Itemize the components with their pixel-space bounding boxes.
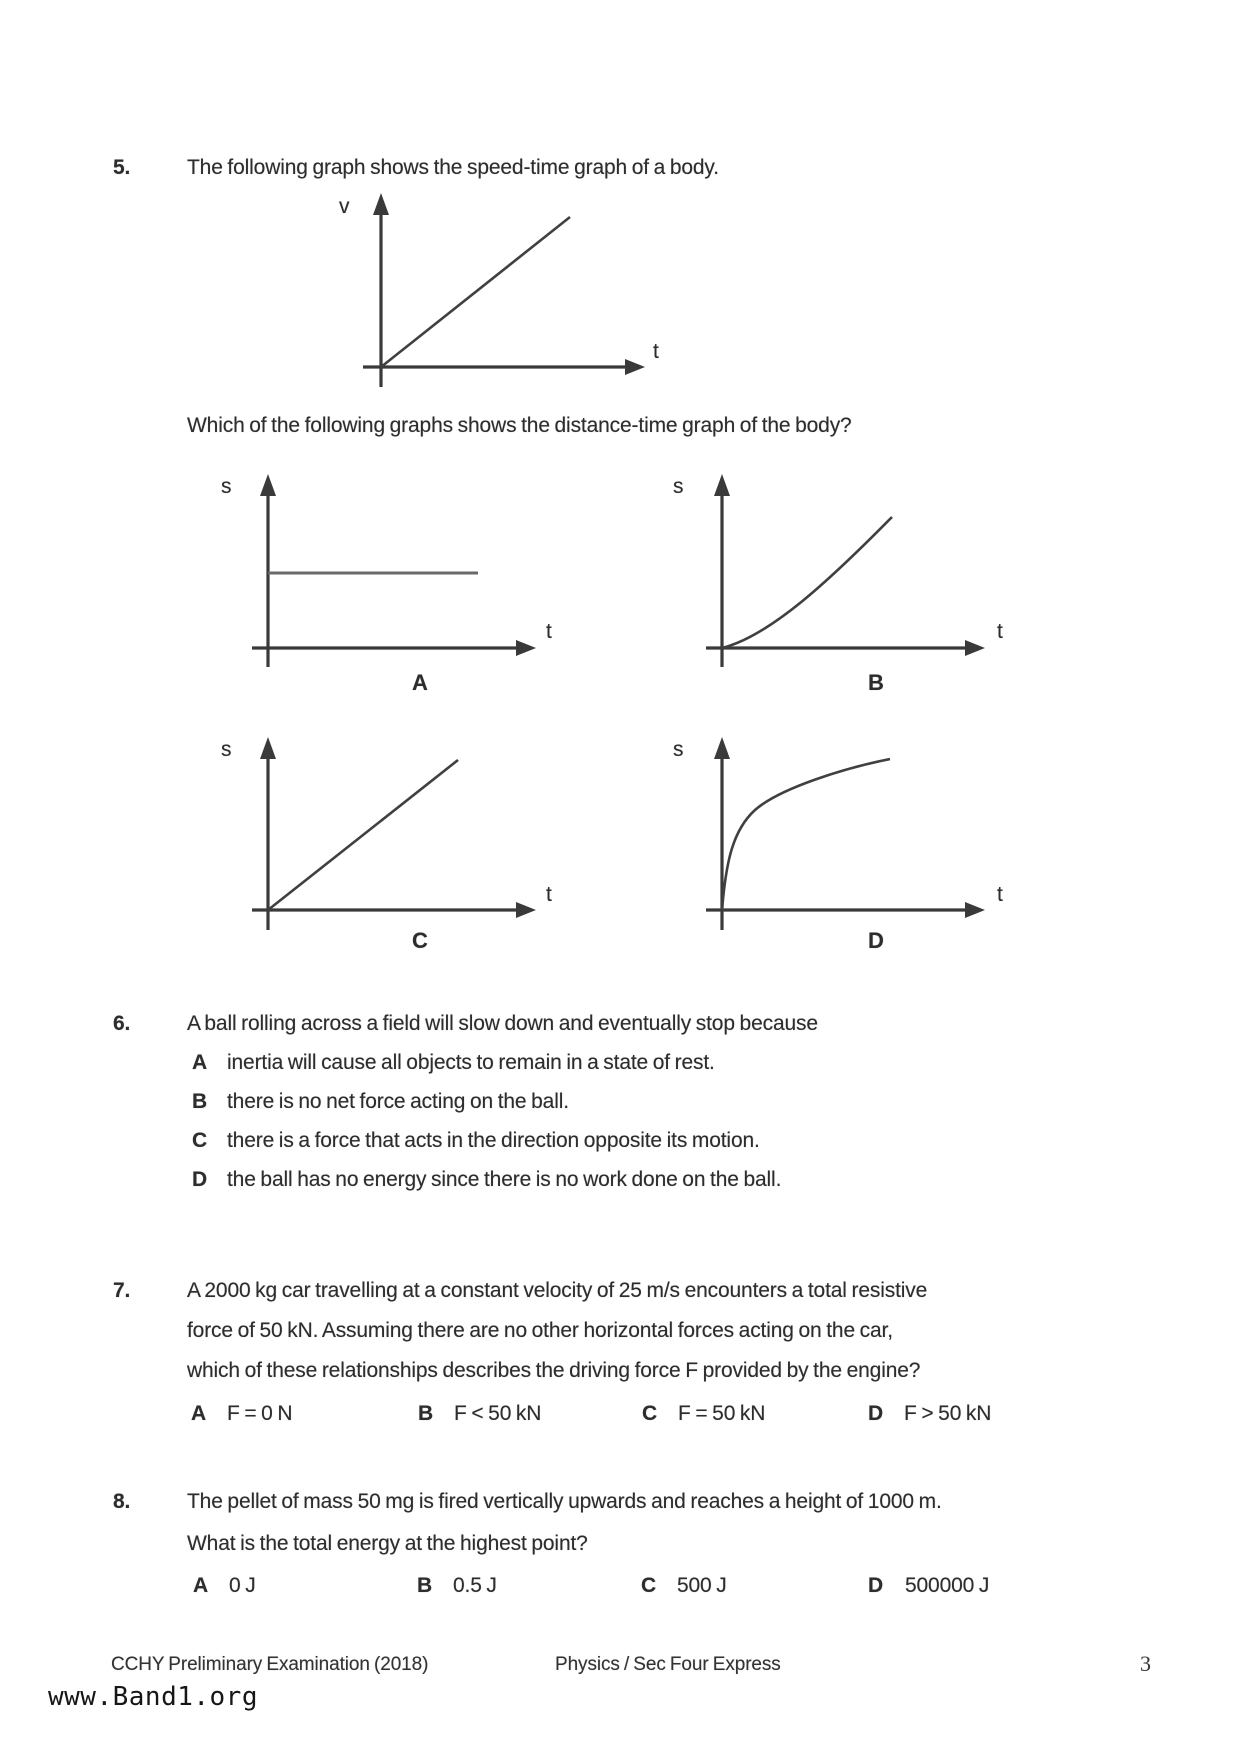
question-5-number: 5.: [113, 156, 131, 179]
choice-B-letter: B: [868, 670, 884, 695]
q8-option-B-letter: B: [417, 1574, 433, 1597]
choice-graph-C-canvas: [190, 731, 575, 966]
question-7-number: 7.: [113, 1279, 131, 1302]
q5-graph-y-axis-label: v: [339, 195, 350, 218]
q7-option-D-text: F > 50 kN: [904, 1402, 992, 1425]
question-6-text: A ball rolling across a field will slow down and eventually stop because: [187, 1012, 818, 1035]
q7-option-A-text: F = 0 N: [227, 1402, 293, 1425]
q8-option-B-text: 0.5 J: [453, 1574, 497, 1597]
q8-option-A-text: 0 J: [229, 1574, 256, 1597]
q8-option-A-letter: A: [193, 1574, 209, 1597]
q8-option-D-text: 500000 J: [905, 1574, 990, 1597]
footer-exam-title: CCHY Preliminary Examination (2018): [111, 1654, 429, 1675]
choice-graph-A: [190, 468, 575, 703]
choice-C-y-axis-label: s: [221, 738, 232, 761]
q6-option-C-text: there is a force that acts in the direction opposite its motion.: [227, 1129, 760, 1152]
question-5-text: The following graph shows the speed-time graph of a body.: [187, 156, 719, 179]
choice-C-x-axis-label: t: [546, 883, 552, 906]
watermark-url: www.Band1.org: [48, 1682, 258, 1712]
choice-C-letter: C: [412, 928, 428, 953]
question-6-number: 6.: [113, 1012, 131, 1035]
choice-A-y-axis-label: s: [221, 475, 232, 498]
q6-option-A-text: inertia will cause all objects to remain in a state of rest.: [227, 1051, 715, 1074]
q7-option-B-text: F < 50 kN: [454, 1402, 542, 1425]
choice-D-letter: D: [868, 928, 884, 953]
choice-graph-C: [190, 731, 575, 966]
q7-option-A-letter: A: [191, 1402, 207, 1425]
choice-graph-A-canvas: [190, 468, 575, 703]
q7-option-B-letter: B: [418, 1402, 434, 1425]
q8-option-D-letter: D: [868, 1574, 884, 1597]
choice-A-x-axis-label: t: [546, 620, 552, 643]
choice-graph-D: [645, 731, 1035, 966]
choice-graph-B-canvas: [645, 468, 1035, 703]
q7-option-C-text: F = 50 kN: [678, 1402, 766, 1425]
choice-B-y-axis-label: s: [673, 475, 684, 498]
choice-graph-D-canvas: [645, 731, 1035, 966]
q7-option-D-letter: D: [868, 1402, 884, 1425]
q5-speed-time-graph: [300, 188, 685, 403]
q6-option-A-letter: A: [192, 1051, 208, 1074]
choice-D-y-axis-label: s: [673, 738, 684, 761]
q8-option-C-letter: C: [641, 1574, 657, 1597]
question-8-line-2: What is the total energy at the highest point?: [187, 1532, 588, 1555]
q6-option-D-text: the ball has no energy since there is no work done on the ball.: [227, 1168, 782, 1191]
footer-subject: Physics / Sec Four Express: [555, 1654, 781, 1675]
q6-option-D-letter: D: [192, 1168, 208, 1191]
question-7-line-3: which of these relationships describes the driving force F provided by the engine?: [187, 1359, 921, 1382]
choice-A-letter: A: [412, 670, 428, 695]
q6-option-B-text: there is no net force acting on the ball.: [227, 1090, 569, 1113]
question-7-line-2: force of 50 kN. Assuming there are no other horizontal forces acting on the car,: [187, 1319, 893, 1342]
question-7-line-1: A 2000 kg car travelling at a constant velocity of 25 m/s encounters a total resistive: [187, 1279, 928, 1302]
q7-option-C-letter: C: [642, 1402, 658, 1425]
choice-B-x-axis-label: t: [997, 620, 1003, 643]
q5-graph-canvas: [300, 188, 685, 403]
question-8-line-1: The pellet of mass 50 mg is fired vertically upwards and reaches a height of 1000 m.: [187, 1490, 942, 1513]
choice-graph-B: [645, 468, 1035, 703]
q8-option-C-text: 500 J: [677, 1574, 727, 1597]
q6-option-C-letter: C: [192, 1129, 208, 1152]
footer-page-number: 3: [1140, 1651, 1151, 1676]
question-5-prompt: Which of the following graphs shows the distance-time graph of the body?: [187, 414, 852, 437]
q5-graph-x-axis-label: t: [653, 340, 659, 363]
choice-D-x-axis-label: t: [997, 883, 1003, 906]
q6-option-B-letter: B: [192, 1090, 208, 1113]
question-8-number: 8.: [113, 1490, 131, 1513]
